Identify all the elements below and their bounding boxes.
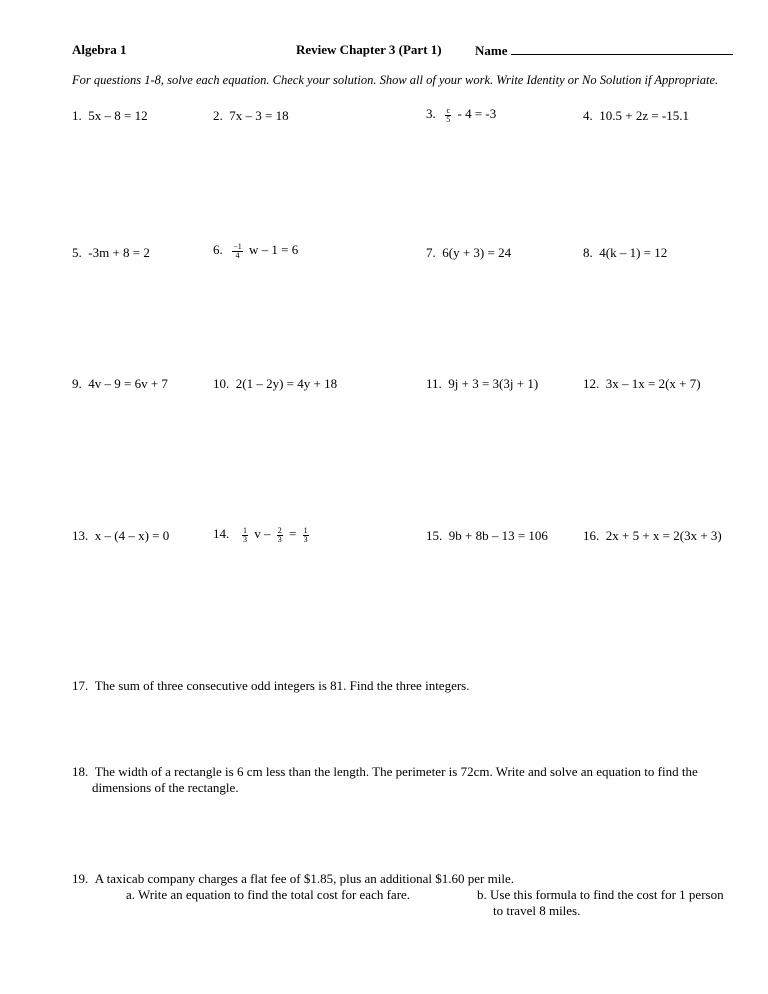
fraction-1-over-3-a: $\frac{1}{3}$ [243,525,247,544]
problem-11: 11. 9j + 3 = 3(3j + 1) [426,376,539,391]
problem-16: 16. 2x + 5 + x = 2(3x + 3) [583,528,722,543]
problem-10: 10. 2(1 – 2y) = 4y + 18 [213,376,338,391]
problem-5: 5. -3m + 8 = 2 [72,245,150,260]
problem-13: 13. x – (4 – x) = 0 [72,528,170,543]
name-label: Name [475,43,508,58]
problem-3: 3. $\frac{c}{5}$ - 4 = -3 [426,105,497,124]
problem-9: 9. 4v – 9 = 6v + 7 [72,376,168,391]
fraction-neg1-over-4: $\frac{-1}{4}$ [233,241,242,260]
problem-7: 7. 6(y + 3) = 24 [426,245,512,260]
fraction-1-over-3-b: $\frac{1}{3}$ [303,525,308,544]
problem-15: 15. 9b + 8b – 13 = 106 [426,528,548,543]
name-field [475,42,733,59]
problem-14: 14. $\frac{1}{3}$ v – $\frac{2}{3}$ = $\frac{1}{3}$ [213,525,308,544]
course-name: Algebra 1 [72,42,127,57]
name-blank-line[interactable] [511,42,733,55]
problem-19: 19. A taxicab company charges a flat fee of $1.85, plus an additional $1.60 per mile. [72,871,514,886]
problem-18: 18. The width of a rectangle is 6 cm less than the length. The perimeter is 72cm. Write and solve an equation to find the dimensions of the rectangle. [72,764,698,795]
fraction-c-over-5: $\frac{c}{5}$ [446,105,451,124]
problem-8: 8. 4(k – 1) = 12 [583,245,668,260]
problem-1: 1. 5x – 8 = 12 [72,108,148,123]
problem-12: 12. 3x – 1x = 2(x + 7) [583,376,701,391]
worksheet-title: Review Chapter 3 (Part 1) [296,42,442,57]
fraction-2-over-3: $\frac{2}{3}$ [277,525,282,544]
problem-2: 2. 7x – 3 = 18 [213,108,289,123]
problem-6: 6. $\frac{-1}{4}$ w – 1 = 6 [213,241,299,260]
problem-4: 4. 10.5 + 2z = -15.1 [583,108,690,123]
problem-17: 17. The sum of three consecutive odd integers is 81. Find the three integers. [72,678,470,693]
problem-19-part-a: a. Write an equation to find the total cost for each fare. [126,887,411,902]
problem-19-part-b: b. Use this formula to find the cost for 1 person to travel 8 miles. [477,887,724,918]
instructions: For questions 1-8, solve each equation. Check your solution. Show all of your work. Write Identity or No Solution if Appropriate. [72,73,719,87]
